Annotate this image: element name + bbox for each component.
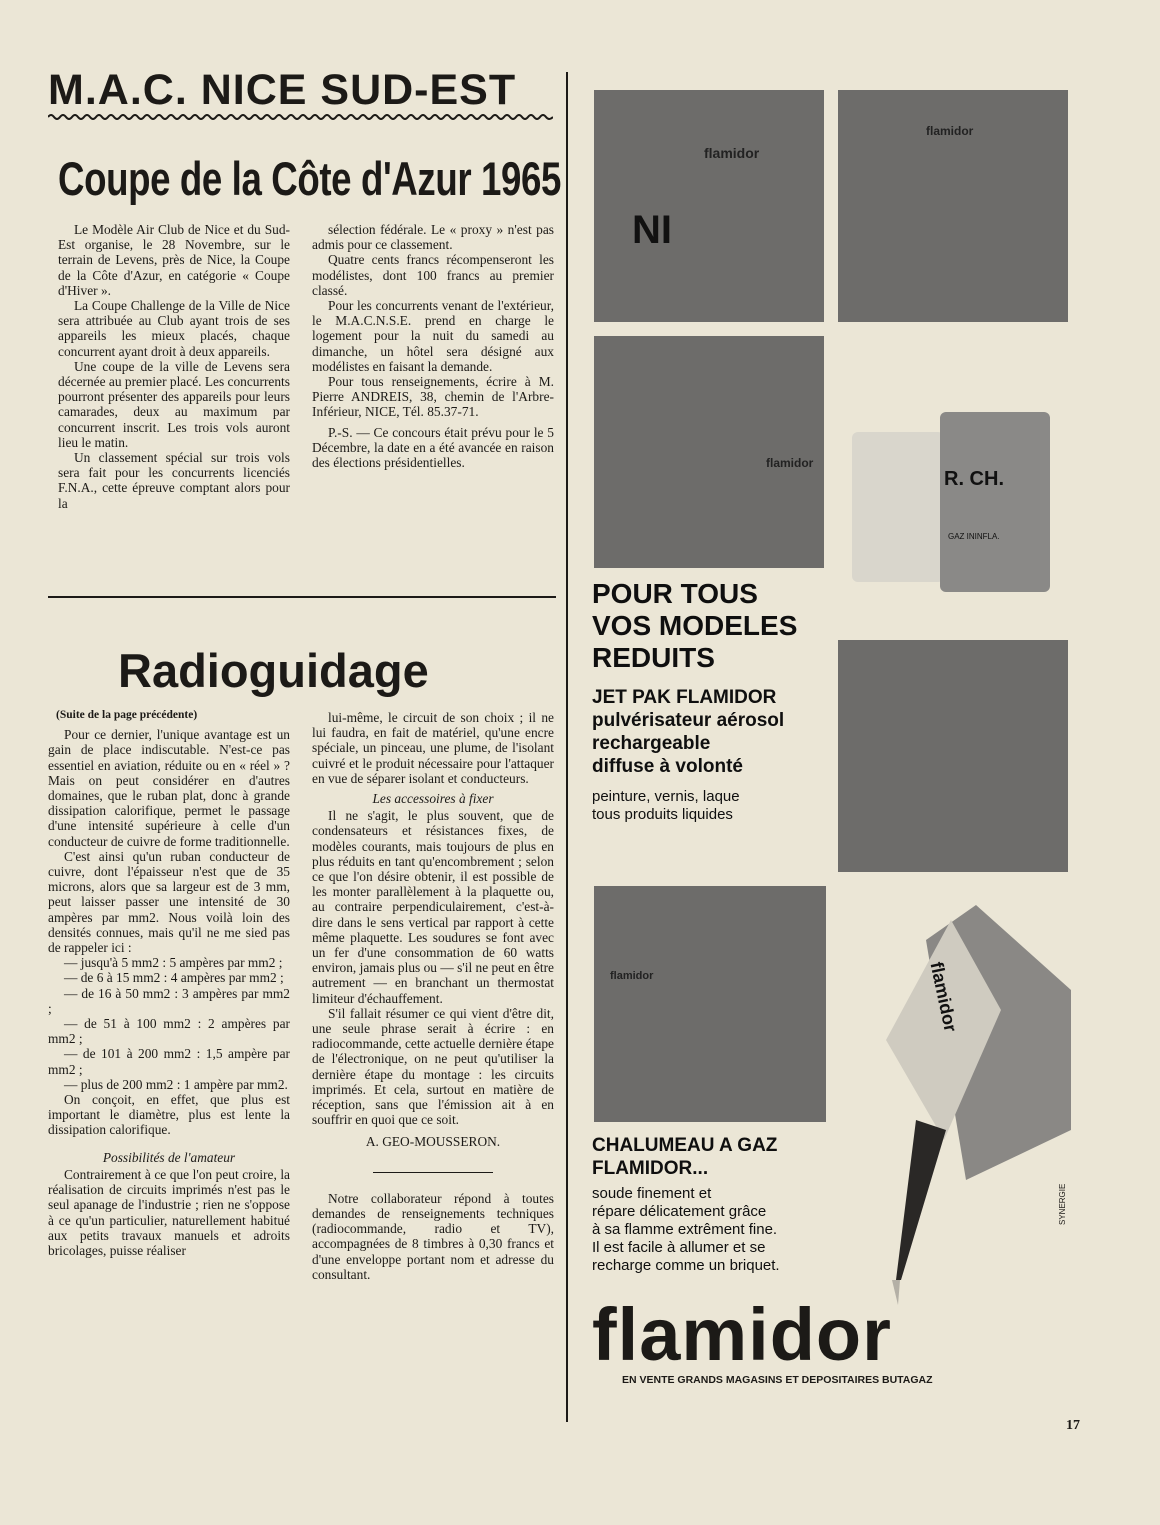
photo-text: flamidor — [610, 970, 654, 982]
paragraph: Il ne s'agit, le plus souvent, que de condensateurs et résistances fixes, de modèles courants, mais toujours de plus en plus réduits en tant qu'encombrement ; selon ce que l'on désire obtenir, il est possible de les monter parallèlement à la plaquette ou, au contraire perpendiculairement, c'est-à-dire dans le sens vertical par rapport à cette même plaquette. Les soudures se font avec un fer d'une consommation de 60 watts environ, jamais plus ou — s'il ne peut en être autrement — en branchant un thermostat limiteur d'échauffement. — [312, 808, 554, 1006]
paragraph: sélection fédérale. Le « proxy » n'est pas admis pour ce classement. — [312, 222, 554, 253]
wavy-divider — [48, 112, 553, 122]
ad-heading-line: VOS MODELES — [592, 610, 798, 641]
short-rule — [373, 1172, 493, 1173]
product1-line: pulvérisateur aérosol — [592, 710, 785, 731]
ad-heading-line: REDUITS — [592, 642, 715, 673]
product2-desc: à sa flamme extrêment fine. — [592, 1221, 778, 1238]
product2-desc: Il est facile à allumer et se — [592, 1239, 766, 1256]
agency-credit: SYNERGIE — [1058, 1183, 1067, 1225]
photo-spraying-model — [594, 90, 824, 322]
article1-left-column — [58, 222, 290, 511]
blowtorch-icon — [826, 880, 1071, 1310]
product1-name: JET PAK FLAMIDOR — [592, 687, 777, 708]
paragraph: Un classement spécial sur trois vols sera fait pour les concurrents licenciés F.N.A., cette épreuve comptant alors pour la — [58, 450, 290, 511]
photo-soldering-block — [594, 886, 826, 1122]
blowtorch-illustration — [826, 880, 1071, 1310]
paragraph: Une coupe de la ville de Levens sera décernée au premier placé. Les concurrents pourront présenter des appareils pour leurs camarades, deux au maximum par concurrent inscrit. Les trois vols auront lieu le matin. — [58, 358, 290, 450]
article1-right-column — [312, 222, 554, 470]
photo-text: NI — [632, 208, 672, 252]
product2-name: CHALUMEAU A GAZ — [592, 1135, 778, 1156]
paragraph: P.-S. — Ce concours était prévu pour le 5 Décembre, la date en a été avancée en raison des élections présidentielles. — [312, 424, 554, 471]
photo-text: flamidor — [926, 960, 961, 1034]
product2-name: FLAMIDOR... — [592, 1158, 709, 1179]
product2-block — [592, 1134, 780, 1275]
column-divider — [566, 72, 568, 1422]
article2-left-column — [48, 708, 290, 1258]
list-item: — de 51 à 100 mm2 : 2 ampères par mm2 ; — [48, 1016, 290, 1047]
continuation-note: (Suite de la page précédente) — [56, 709, 198, 721]
article2-right-column — [312, 710, 554, 1282]
photo-text: GAZ ININFLA. — [948, 532, 1000, 541]
product1-desc: peinture, vernis, laque — [592, 788, 740, 805]
ad-heading-line: POUR TOUS — [592, 578, 758, 609]
product2-desc: recharge comme un briquet. — [592, 1257, 780, 1274]
horizontal-rule — [48, 596, 556, 598]
paragraph: Contrairement à ce que l'on peut croire, la réalisation de circuits imprimés n'est pas le seul apanage de l'industrie ; rien ne s'oppose à ce qu'un particulier, naturellement habitué aux petits travaux manuels et adroits bricolages, puisse réaliser — [48, 1166, 290, 1258]
photo-text: flamidor — [926, 124, 974, 138]
product1-block — [592, 686, 784, 824]
author-signature: A. GEO-MOUSSERON. — [365, 1134, 501, 1150]
product1-line: diffuse à volonté — [592, 756, 743, 777]
list-item: — plus de 200 mm2 : 1 ampère par mm2. — [64, 1076, 288, 1092]
paragraph: S'il fallait résumer ce qui vient d'être dit, une seule phrase serait à écrire : en radiocommande, cette actuelle dernière étape de l'électronique, on ne peut qu'utiliser la dernière étape du montage : les circuits imprimés. Et cela, surtout en matière de réception, sans que l'émission ait à en souffrir en quoi que ce soit. — [312, 1005, 555, 1128]
photo-spraying-wing — [838, 90, 1068, 322]
paragraph: Pour tous renseignements, écrire à M. Pierre ANDREIS, 38, chemin de l'Arbre-Inférieur, NICE, Tél. 85.37-71. — [312, 374, 554, 420]
aerosol-product-photo — [840, 342, 1072, 594]
photo-soldering-circuit — [838, 640, 1068, 872]
photo-text: R. CH. — [944, 468, 1004, 490]
paragraph: Quatre cents francs récompenseront les modélistes, dont 100 francs au premier classé. — [312, 252, 554, 298]
paragraph: lui-même, le circuit de son choix ; il ne lui faudra, en fait de matériel, qu'une encre spéciale, un pinceau, une plume, de l'isolant cuivré et le produit nécessaire pour l'attaquer en vue de séparer isolant et conducteurs. — [312, 710, 554, 786]
paragraph: Pour les concurrents venant de l'extérieur, le M.A.C.N.S.E. prend en charge le logement pour la nuit du samedi au dimanche, un hôtel sera désigné aux modélistes en faisant la demande. — [312, 298, 554, 374]
editorial-note: Notre collaborateur répond à toutes demandes de renseignements techniques (radiocommande, radio et TV), accompagnées de 8 timbres à 0,30 francs et d'une enveloppe portant nom et adresse du consultant. — [312, 1190, 554, 1282]
photo-text: flamidor — [704, 145, 760, 161]
photo-text: flamidor — [766, 456, 814, 470]
photo-painting-aircraft — [594, 336, 824, 568]
subheading: Les accessoires à fixer — [372, 791, 494, 807]
subheading: Possibilités de l'amateur — [102, 1149, 236, 1165]
list-item: — de 101 à 200 mm2 : 1,5 ampère par mm2 ; — [48, 1046, 290, 1077]
list-item: — de 6 à 15 mm2 : 4 ampères par mm2 ; — [64, 970, 284, 986]
list-item: — jusqu'à 5 mm2 : 5 ampères par mm2 ; — [64, 955, 283, 971]
ad-heading — [592, 578, 797, 674]
paragraph: C'est ainsi qu'un ruban conducteur de cuivre, dont l'épaisseur n'est que de 35 microns, alors que sa largeur est de 3 mm, peut laisser passer une intensité de 30 ampères par mm2. Nous voilà loin des densités connues, mais qu'il ne me sied pas de rappeler ici : — [48, 848, 290, 956]
section-header: M.A.C. NICE SUD-EST — [48, 66, 517, 114]
product2-desc: répare délicatement grâce — [592, 1203, 767, 1220]
ad-footer: EN VENTE GRANDS MAGASINS ET DEPOSITAIRES BUTAGAZ — [622, 1374, 933, 1386]
product1-line: rechargeable — [592, 733, 711, 754]
article-title: Coupe de la Côte d'Azur 1965 — [58, 152, 562, 205]
article-title: Radioguidage — [118, 644, 429, 697]
product1-desc: tous produits liquides — [592, 806, 733, 823]
paragraph: Pour ce dernier, l'unique avantage est un gain de place indiscutable. N'est-ce pas essentiel en aviation, réduite ou en « réel » ? Mais on peut considérer en d'autres domaines, que le ruban plat, donc à grande dissipation calorifique, permet le passage d'une intensité supérieure à celle d'un conducteur de cuivre de forme traditionnelle. — [48, 727, 290, 849]
spray-can — [940, 412, 1050, 592]
paragraph: La Coupe Challenge de la Ville de Nice sera attribuée au Club ayant trois de ses appareils les mieux placés, chaque concurrent ayant droit à deux appareils. — [58, 298, 290, 359]
jar — [852, 432, 944, 582]
page-number: 17 — [1066, 1418, 1080, 1433]
paragraph: On conçoit, en effet, que plus est important le diamètre, plus est lente la dissipation calorifique. — [48, 1092, 290, 1138]
brand-logo: flamidor — [592, 1293, 892, 1376]
paragraph: Le Modèle Air Club de Nice et du Sud-Est organise, le 28 Novembre, sur le terrain de Levens, près de Nice, la Coupe de la Côte d'Azur, en catégorie « Coupe d'Hiver ». — [58, 222, 290, 298]
list-item: — de 16 à 50 mm2 : 3 ampères par mm2 ; — [48, 985, 290, 1016]
product2-desc: soude finement et — [592, 1185, 712, 1202]
